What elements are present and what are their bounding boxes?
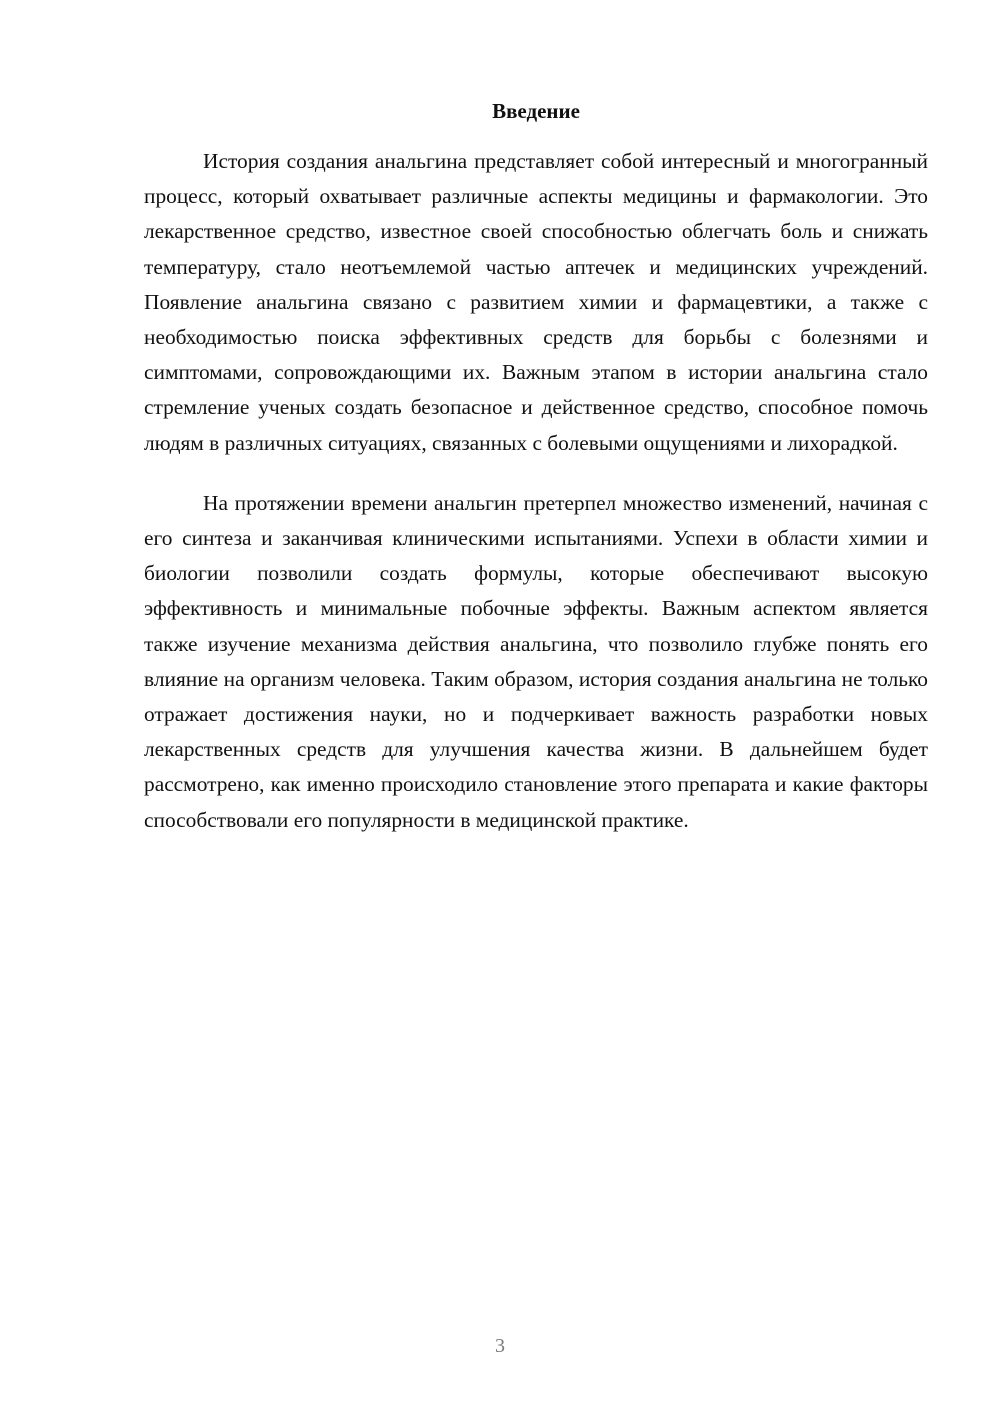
- section-heading: Введение: [492, 99, 580, 123]
- page-number: 3: [495, 1335, 505, 1357]
- page-content: [144, 96, 928, 838]
- paragraph-2: На протяжении времени анальгин претерпел множество изменений, начиная с его синтеза и заканчивая клиническими испытаниями. Успехи в области химии и биологии позволили создать формулы, которые обеспечивают высокую эффективность и минимальные побочные эффекты. Важным аспектом является также изучение механизма действия анальгина, что позволило глубже понять его влияние на организм человека. Таким образом, история создания анальгина не только отражает достижения науки, но и подчеркивает важность разработки новых лекарственных средств для улучшения качества жизни. В дальнейшем будет рассмотрено, как именно происходило становление этого препарата и какие факторы способствовали его популярности в медицинской практике.: [144, 490, 928, 832]
- paragraph-1: История создания анальгина представляет собой интересный и многогранный процесс, который охватывает различные аспекты медицины и фармакологии. Это лекарственное средство, известное своей способностью облегчать боль и снижать температуру, стало неотъемлемой частью аптечек и медицинских учреждений. Появление анальгина связано с развитием химии и фармацевтики, а также с необходимостью поиска эффективных средств для борьбы с болезнями и симптомами, сопровождающими их. Важным этапом в истории анальгина стало стремление ученых создать безопасное и действенное средство, способное помочь людям в различных ситуациях, связанных с болевыми ощущениями и лихорадкой.: [144, 149, 928, 455]
